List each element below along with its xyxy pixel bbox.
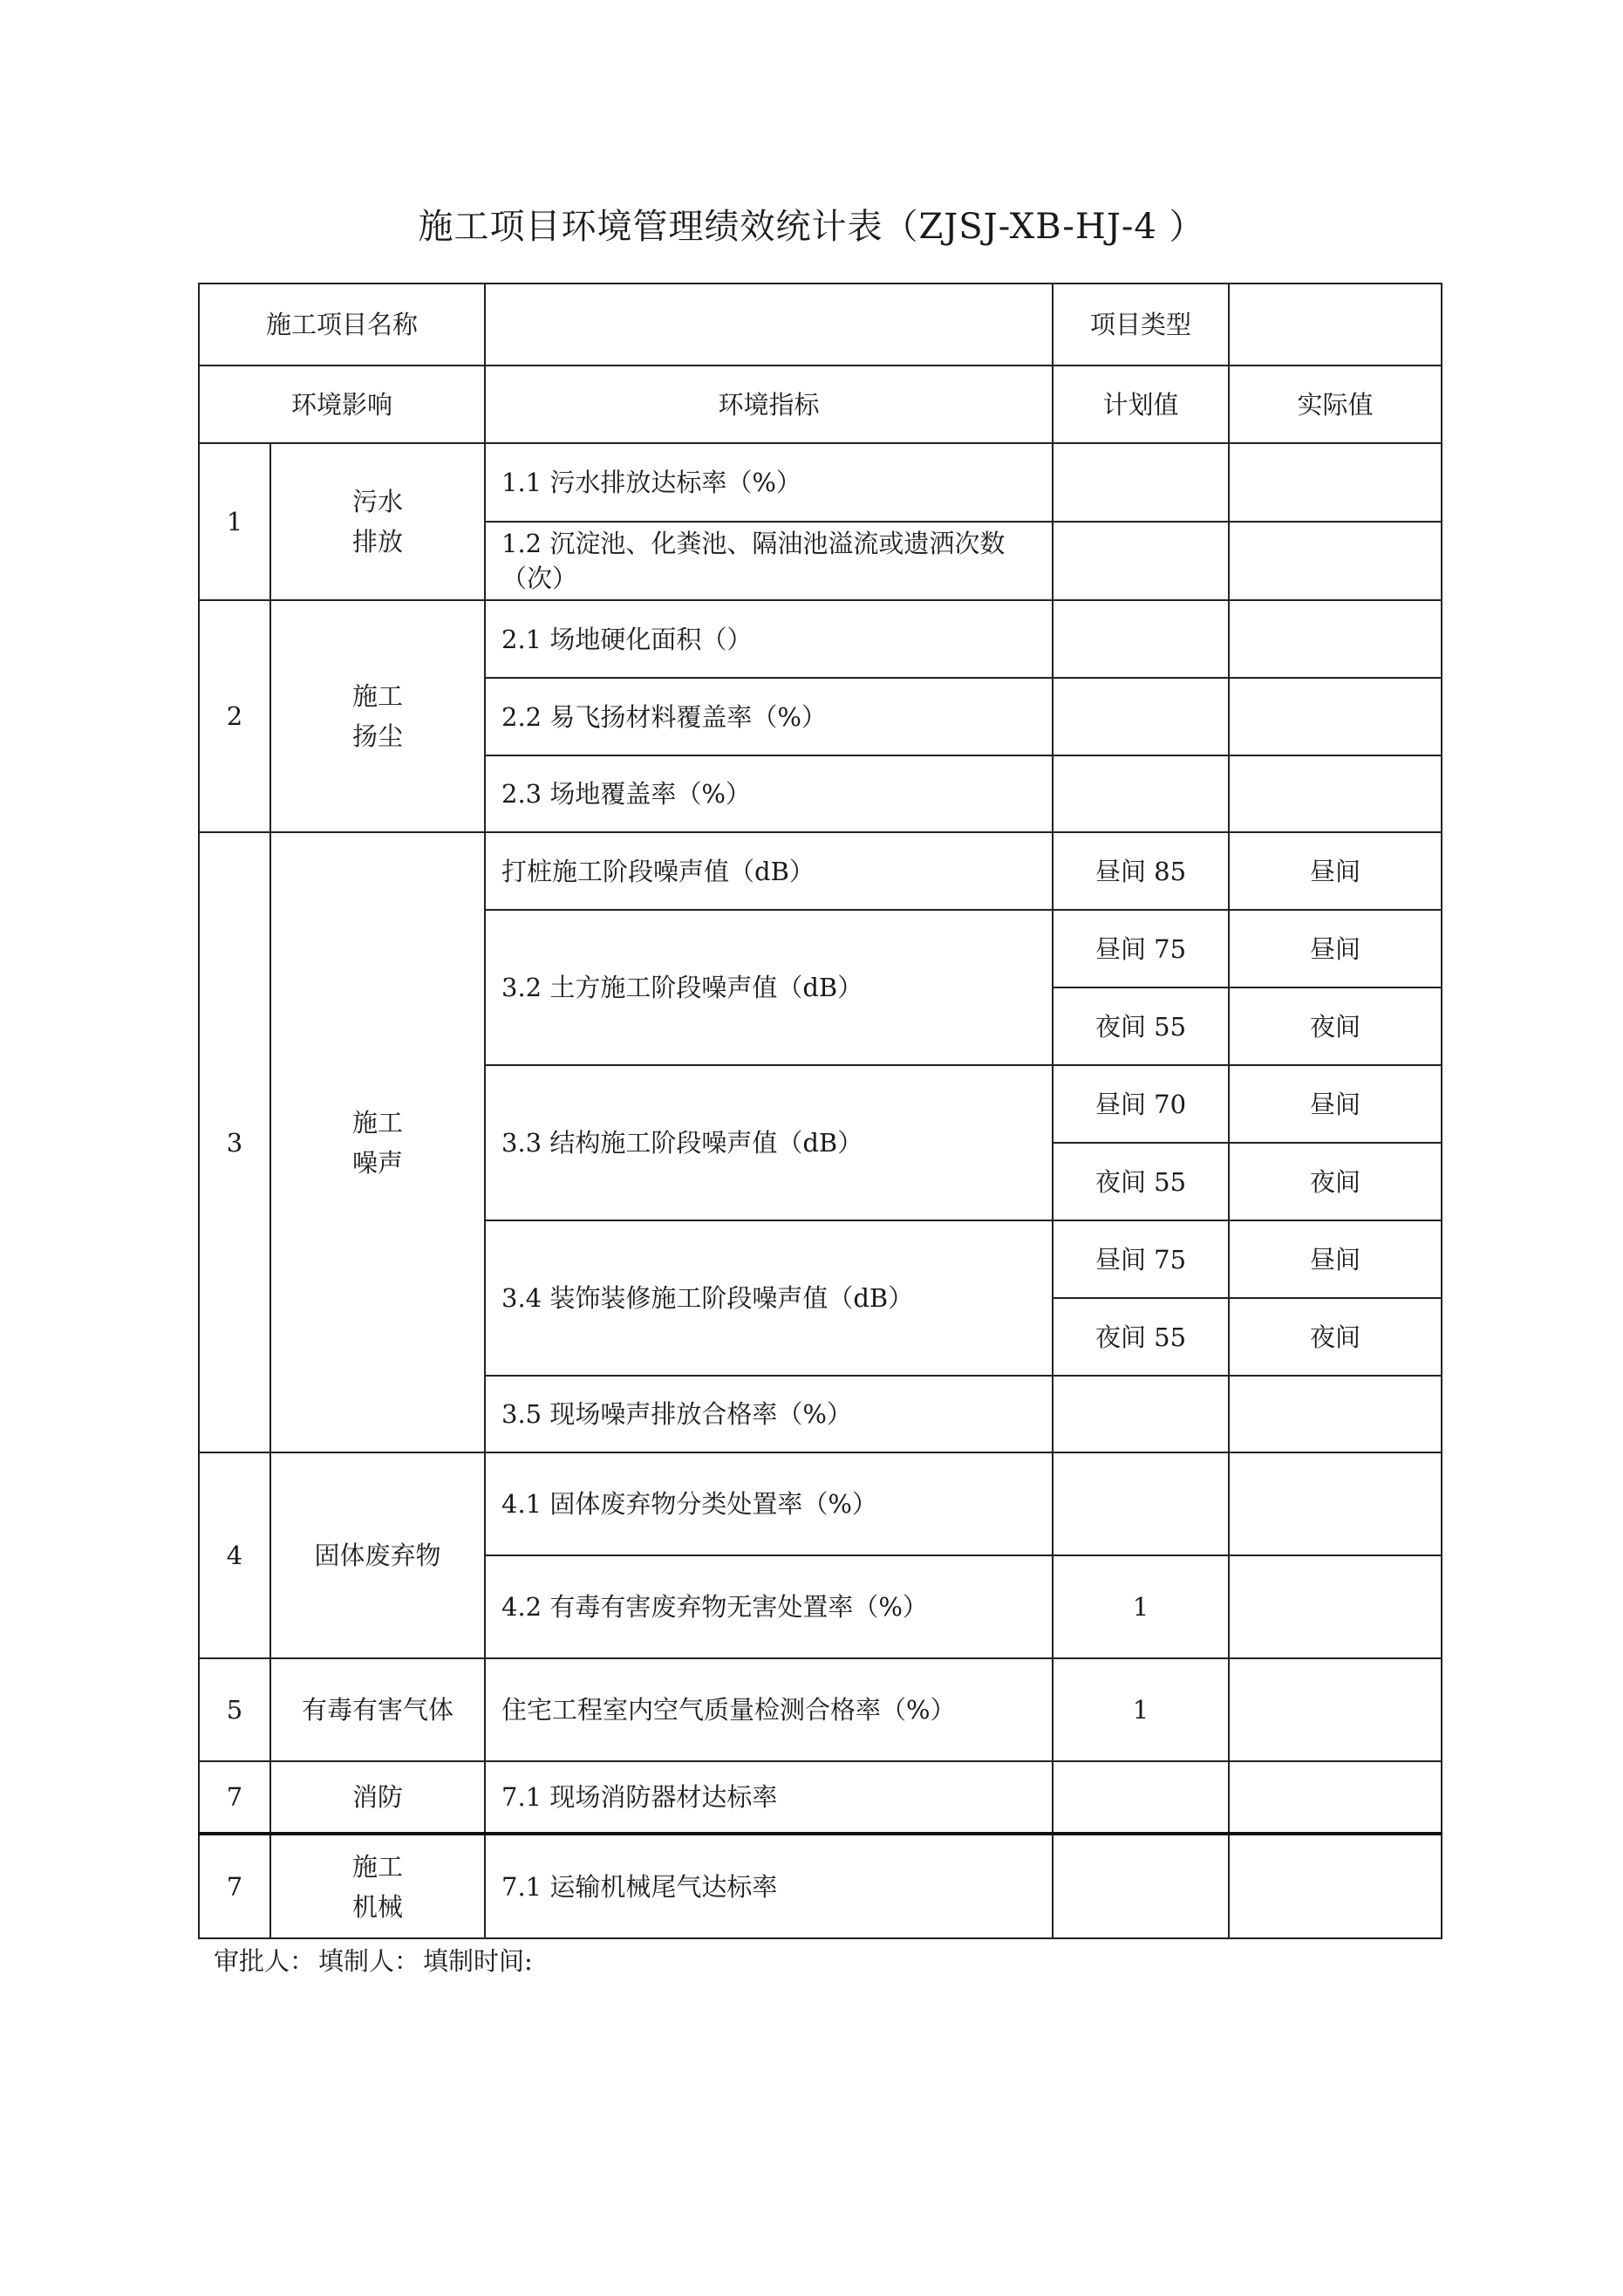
planned-cell[interactable]: 夜间 55 <box>1053 1143 1229 1220</box>
planned-cell[interactable] <box>1053 755 1229 832</box>
column-header-actual: 实际值 <box>1229 366 1442 443</box>
project-type-label: 项目类型 <box>1053 284 1229 366</box>
group-number: 7 <box>199 1834 270 1938</box>
prepared-time-label: 填制时间: <box>423 1946 533 1976</box>
signature-footer <box>214 1942 536 1978</box>
actual-cell[interactable]: 昼间 <box>1229 1220 1442 1298</box>
group-category <box>270 1834 485 1938</box>
preparer-label: 填制人： <box>318 1946 420 1976</box>
group-category: 有毒有害气体 <box>270 1658 485 1761</box>
planned-cell[interactable] <box>1053 522 1229 600</box>
planned-cell[interactable]: 昼间 85 <box>1053 832 1229 910</box>
project-type-field[interactable] <box>1229 284 1442 366</box>
group-number: 4 <box>199 1452 270 1658</box>
actual-cell[interactable]: 夜间 <box>1229 1298 1442 1376</box>
category-line: 扬尘 <box>352 721 404 751</box>
indicator-cell: 3.2 土方施工阶段噪声值（dB） <box>485 910 1053 1065</box>
actual-cell[interactable] <box>1229 1452 1442 1555</box>
table-row <box>199 1658 1442 1761</box>
category-line: 机械 <box>352 1891 404 1922</box>
actual-cell[interactable] <box>1229 678 1442 755</box>
indicator-cell: 7.1 现场消防器材达标率 <box>485 1761 1053 1834</box>
planned-cell[interactable] <box>1053 1761 1229 1834</box>
actual-cell[interactable] <box>1229 1658 1442 1761</box>
group-number: 7 <box>199 1761 270 1834</box>
planned-cell[interactable] <box>1053 678 1229 755</box>
approver-label: 审批人： <box>214 1946 316 1976</box>
actual-cell[interactable]: 夜间 <box>1229 1143 1442 1220</box>
indicator-cell: 打桩施工阶段噪声值（dB） <box>485 832 1053 910</box>
performance-table <box>198 283 1442 1939</box>
group-category: 固体废弃物 <box>270 1452 485 1658</box>
column-header-env-impact: 环境影响 <box>199 366 485 443</box>
table-row <box>199 443 1442 522</box>
table-row <box>199 366 1442 443</box>
indicator-cell: 住宅工程室内空气质量检测合格率（%） <box>485 1658 1053 1761</box>
actual-cell[interactable]: 昼间 <box>1229 1065 1442 1143</box>
column-header-planned: 计划值 <box>1053 366 1229 443</box>
indicator-cell: 1.1 污水排放达标率（%） <box>485 443 1053 522</box>
indicator-cell: 2.3 场地覆盖率（%） <box>485 755 1053 832</box>
indicator-cell: 3.4 装饰装修施工阶段噪声值（dB） <box>485 1220 1053 1376</box>
table-row <box>199 1761 1442 1834</box>
group-category: 消防 <box>270 1761 485 1834</box>
category-line: 污水 <box>352 487 404 516</box>
actual-cell[interactable] <box>1229 755 1442 832</box>
actual-cell[interactable] <box>1229 1761 1442 1834</box>
actual-cell[interactable] <box>1229 1376 1442 1452</box>
planned-cell[interactable]: 夜间 55 <box>1053 1298 1229 1376</box>
planned-cell[interactable] <box>1053 1376 1229 1452</box>
planned-cell[interactable]: 昼间 75 <box>1053 1220 1229 1298</box>
planned-cell[interactable] <box>1053 1452 1229 1555</box>
actual-cell[interactable]: 昼间 <box>1229 910 1442 987</box>
category-line: 噪声 <box>352 1147 404 1178</box>
planned-cell[interactable] <box>1053 1834 1229 1938</box>
column-header-env-indicator: 环境指标 <box>485 366 1053 443</box>
category-line: 施工 <box>352 1107 404 1138</box>
project-name-field[interactable] <box>485 284 1053 366</box>
group-category <box>270 443 485 600</box>
category-line: 排放 <box>352 527 404 557</box>
planned-cell[interactable]: 夜间 55 <box>1053 987 1229 1065</box>
indicator-cell: 4.1 固体废弃物分类处置率（%） <box>485 1452 1053 1555</box>
category-line: 施工 <box>352 1851 404 1882</box>
group-category <box>270 600 485 832</box>
group-number: 2 <box>199 600 270 832</box>
table-row <box>199 1452 1442 1555</box>
table-row <box>199 1834 1442 1938</box>
group-number: 3 <box>199 832 270 1452</box>
group-number: 5 <box>199 1658 270 1761</box>
table-row <box>199 600 1442 678</box>
page-title: 施工项目环境管理绩效统计表（ZJSJ-XB-HJ-4 ） <box>418 207 1205 247</box>
actual-cell[interactable] <box>1229 1834 1442 1938</box>
actual-cell[interactable] <box>1229 600 1442 678</box>
planned-cell[interactable]: 昼间 75 <box>1053 910 1229 987</box>
actual-cell[interactable] <box>1229 443 1442 522</box>
category-line: 施工 <box>352 681 404 711</box>
planned-cell[interactable]: 1 <box>1053 1658 1229 1761</box>
indicator-cell: 2.2 易飞扬材料覆盖率（%） <box>485 678 1053 755</box>
planned-cell[interactable]: 1 <box>1053 1555 1229 1658</box>
planned-cell[interactable]: 昼间 70 <box>1053 1065 1229 1143</box>
indicator-cell: 1.2 沉淀池、化粪池、隔油池溢流或遗洒次数（次） <box>485 522 1053 600</box>
indicator-cell: 7.1 运输机械尾气达标率 <box>485 1834 1053 1938</box>
indicator-cell: 4.2 有毒有害废弃物无害处置率（%） <box>485 1555 1053 1658</box>
indicator-cell: 3.5 现场噪声排放合格率（%） <box>485 1376 1053 1452</box>
table-row <box>199 832 1442 910</box>
actual-cell[interactable] <box>1229 522 1442 600</box>
indicator-cell: 2.1 场地硬化面积（） <box>485 600 1053 678</box>
actual-cell[interactable]: 夜间 <box>1229 987 1442 1065</box>
group-category <box>270 832 485 1452</box>
planned-cell[interactable] <box>1053 600 1229 678</box>
table-row <box>199 284 1442 366</box>
actual-cell[interactable]: 昼间 <box>1229 832 1442 910</box>
planned-cell[interactable] <box>1053 443 1229 522</box>
group-number: 1 <box>199 443 270 600</box>
indicator-cell: 3.3 结构施工阶段噪声值（dB） <box>485 1065 1053 1220</box>
project-name-label: 施工项目名称 <box>199 284 485 366</box>
actual-cell[interactable] <box>1229 1555 1442 1658</box>
